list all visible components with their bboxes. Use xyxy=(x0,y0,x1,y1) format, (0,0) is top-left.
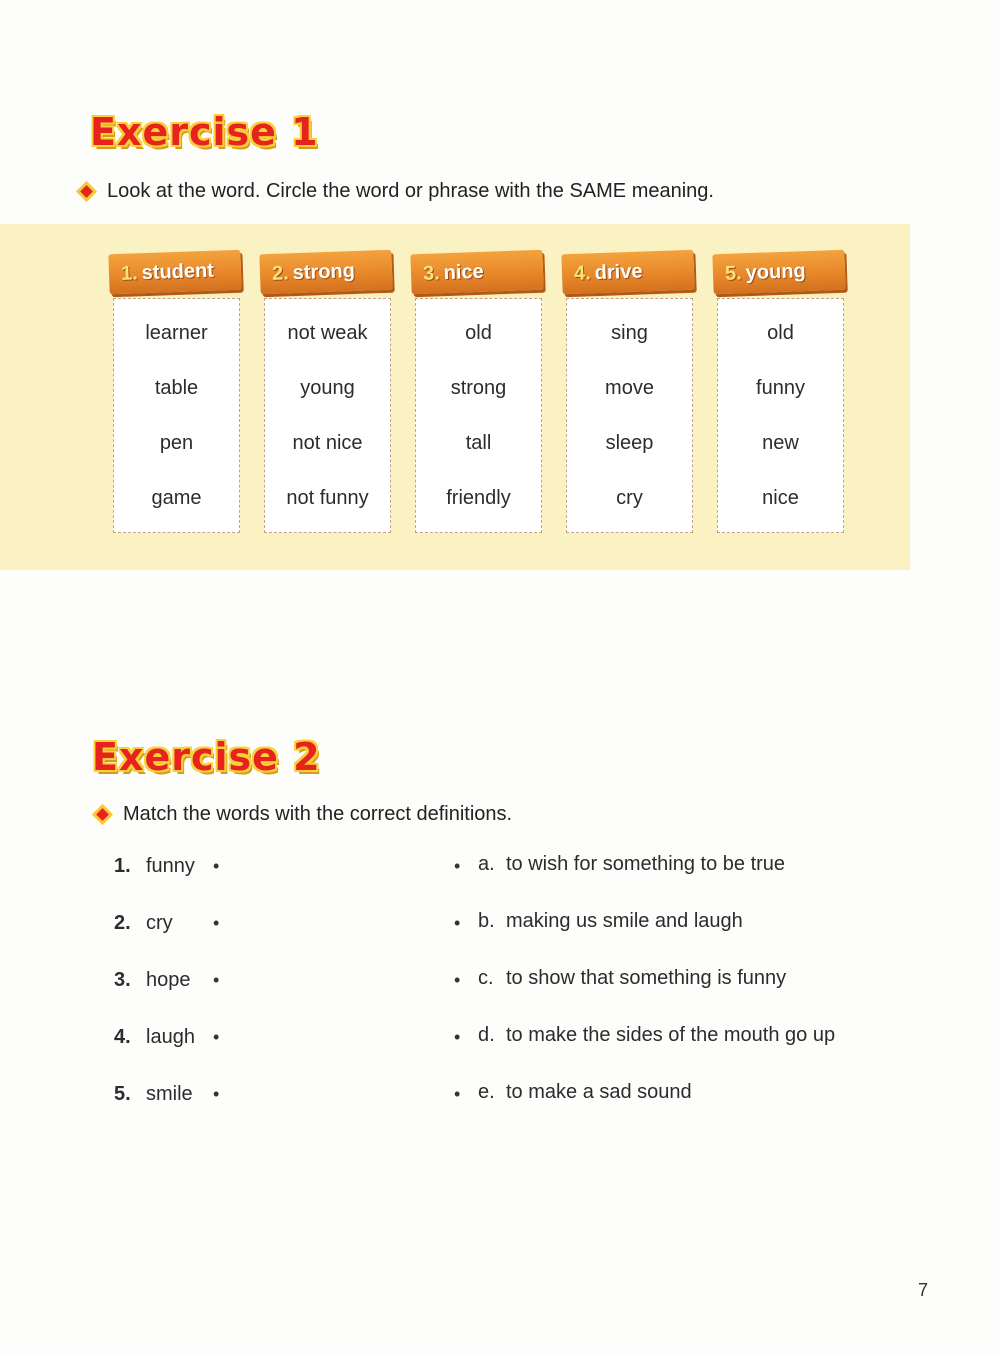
option[interactable]: sleep xyxy=(605,432,654,454)
match-word-3: 3. hope xyxy=(114,969,191,991)
option[interactable]: old xyxy=(465,322,492,344)
match-dot-left[interactable]: • xyxy=(213,1027,220,1047)
match-dot-right[interactable]: • xyxy=(454,856,461,876)
option[interactable]: table xyxy=(154,377,199,399)
word-tag: 4. drive xyxy=(561,250,694,295)
match-dot-right[interactable]: • xyxy=(454,1084,461,1104)
diamond-bullet-icon xyxy=(80,185,93,198)
match-word-5: 5. smile xyxy=(114,1083,193,1105)
definition-e: e. to make a sad sound xyxy=(478,1081,692,1103)
exercise-1-instruction xyxy=(82,180,714,203)
option[interactable]: pen xyxy=(159,432,194,454)
word-tag: 2. strong xyxy=(259,250,392,295)
exercise-2-instruction xyxy=(98,803,512,826)
option[interactable]: not nice xyxy=(292,432,363,454)
option[interactable]: young xyxy=(300,377,355,399)
definition-a: a. to wish for something to be true xyxy=(478,853,786,875)
target-word: drive xyxy=(594,260,643,284)
target-word: nice xyxy=(443,260,485,284)
option[interactable]: old xyxy=(767,322,794,344)
match-dot-right[interactable]: • xyxy=(454,913,461,933)
option[interactable]: new xyxy=(762,432,799,454)
match-dot-left[interactable]: • xyxy=(213,1084,220,1104)
option[interactable]: not weak xyxy=(287,322,368,344)
option[interactable]: learner xyxy=(145,322,208,344)
word-tag: 3. nice xyxy=(410,250,543,295)
target-word: young xyxy=(745,259,807,284)
match-dot-left[interactable]: • xyxy=(213,913,220,933)
match-word-4: 4. laugh xyxy=(114,1026,195,1048)
match-word-2: 2. cry xyxy=(114,912,173,934)
exercise-1-title: Exercise 1 xyxy=(90,110,319,154)
page-number: 7 xyxy=(917,1280,928,1300)
option[interactable]: move xyxy=(605,377,654,399)
definition-c: c. to show that something is funny xyxy=(478,967,787,989)
definition-b: b. making us smile and laugh xyxy=(478,910,743,932)
option[interactable]: tall xyxy=(465,432,492,454)
option[interactable]: friendly xyxy=(446,487,511,509)
option[interactable]: cry xyxy=(616,487,643,509)
option[interactable]: strong xyxy=(450,377,507,399)
option[interactable]: funny xyxy=(756,377,805,399)
instruction-text: Look at the word. Circle the word or phrase with the SAME meaning. xyxy=(107,180,714,202)
option[interactable]: nice xyxy=(762,487,799,509)
word-tag: 1. student xyxy=(108,250,241,295)
target-word: strong xyxy=(292,259,356,284)
word-tag: 5. young xyxy=(712,250,845,295)
target-word: student xyxy=(141,259,215,284)
diamond-bullet-icon xyxy=(96,808,109,821)
instruction-text: Match the words with the correct definitions. xyxy=(123,803,513,825)
option[interactable]: sing xyxy=(611,322,648,344)
option[interactable]: game xyxy=(151,487,202,509)
option[interactable]: not funny xyxy=(286,487,369,509)
exercise-2-title: Exercise 2 xyxy=(92,735,321,779)
match-dot-left[interactable]: • xyxy=(213,856,220,876)
match-dot-right[interactable]: • xyxy=(454,970,461,990)
match-word-1: 1. funny xyxy=(114,855,195,877)
match-dot-left[interactable]: • xyxy=(213,970,220,990)
definition-d: d. to make the sides of the mouth go up xyxy=(478,1024,836,1046)
match-dot-right[interactable]: • xyxy=(454,1027,461,1047)
